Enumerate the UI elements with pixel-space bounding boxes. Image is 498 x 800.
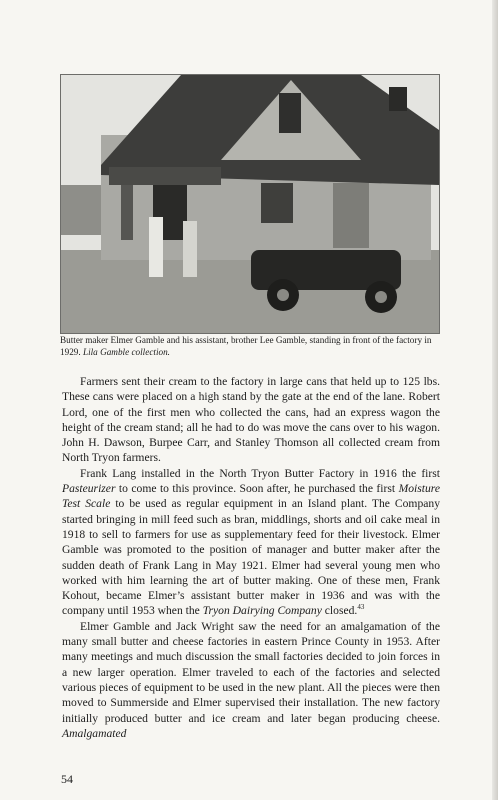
footnote-marker: 43 — [357, 603, 365, 612]
figure-elmer — [149, 217, 163, 277]
car-hub-front — [277, 289, 289, 301]
photo-trees — [61, 185, 101, 235]
porch-roof — [109, 167, 221, 185]
porch-door — [121, 185, 133, 240]
body-text — [62, 374, 440, 741]
cupola — [389, 87, 407, 111]
front-window — [261, 183, 293, 223]
page-number: 54 — [61, 772, 73, 786]
paragraph-3: Elmer Gamble and Jack Wright saw the need for an amalgamation of the many small butter and cheese factories in eastern Prince County in 1953. After many meetings and much discussion the small factories decided to join forces in a new larger operation. Elmer traveled to each of the factories and selected various pieces of equipment to be used in the new plant. All the pieces were then moved to Summerside and Elmer supervised their installation. The new factory initially produced butter and ice cream and later began producing cheese. Amalgamated — [62, 619, 440, 740]
factory-photo — [60, 74, 440, 334]
figure-lee — [183, 221, 197, 277]
page-edge — [492, 0, 498, 800]
caption-text: Butter maker Elmer Gamble and his assistant, brother Lee Gamble, standing in front of the factory in 1929. — [60, 335, 432, 357]
gable-window — [279, 93, 301, 133]
factory-photo-illustration — [61, 75, 439, 333]
car-hub-rear — [375, 291, 387, 303]
photo-caption — [60, 334, 438, 358]
paragraph-1: Farmers sent their cream to the factory in large cans that held up to 125 lbs. These cans were placed on a high stand by the gate at the end of the lane. Robert Lord, one of the first men who collected the cans, had an express wagon the height of the cream stand; all he had to do was move the cans over to his wagon. John H. Dawson, Burpee Carr, and Stanley Thomson all collected cream from North Tryon farmers. — [62, 375, 440, 465]
side-door — [333, 183, 369, 248]
caption-credit: Lila Gamble collection. — [82, 347, 170, 357]
paragraph-2: Frank Lang installed in the North Tryon Butter Factory in 1916 the first Pasteurizer to come to this province. Soon after, he purchased the first Moisture Test Scale to be used as regular equipment in an Island plant. The Company started bringing in mill feed such as bran, middlings, shorts and oil cake meal in 1918 to sell to farmers for use as supplementary feed for their livestock. Elmer Gamble was promoted to the position of manager and butter maker after the sudden death of Frank Lang in May 1921. Elmer had several young men who worked with him learning the art of butter making. One of these men, Frank Kohout, became Elmer’s assistant butter maker in 1936 and was with the company until 1953 when the Tryon Dairying Company closed.$^{43}$ — [62, 466, 440, 618]
